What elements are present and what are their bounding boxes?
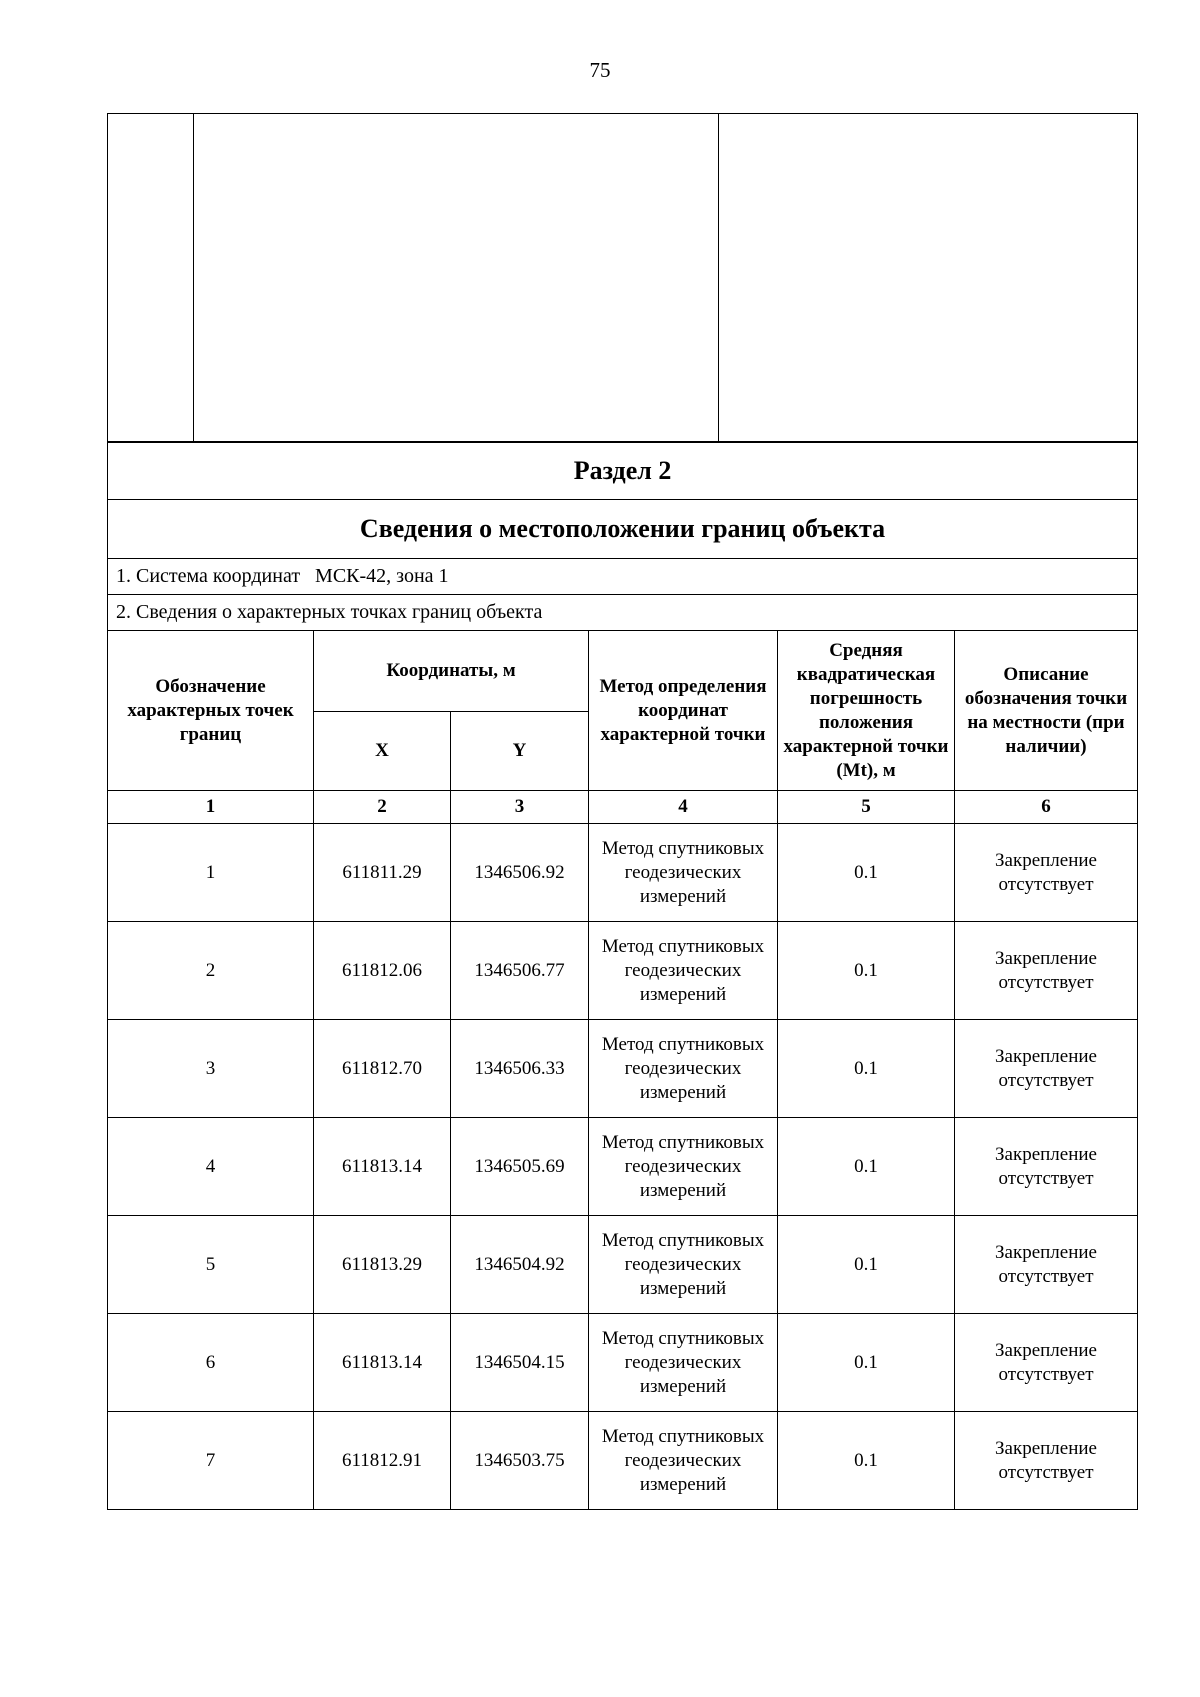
description: Закрепление отсутствует (955, 1216, 1138, 1314)
coord-y: 1346503.75 (451, 1412, 589, 1510)
coord-y: 1346505.69 (451, 1118, 589, 1216)
coord-x: 611813.14 (314, 1118, 451, 1216)
header-y: Y (451, 712, 589, 791)
header-error: Средняя квадратическая погрешность положения характерной точки (Mt), м (778, 631, 955, 791)
coord-y: 1346506.92 (451, 824, 589, 922)
empty-cell (108, 114, 194, 443)
point-id: 4 (108, 1118, 314, 1216)
coord-x: 611812.06 (314, 922, 451, 1020)
coord-y: 1346504.15 (451, 1314, 589, 1412)
description: Закрепление отсутствует (955, 1314, 1138, 1412)
header-description: Описание обозначения точки на местности (при наличии) (955, 631, 1138, 791)
coord-y: 1346504.92 (451, 1216, 589, 1314)
table-row (108, 1020, 1138, 1118)
table-row (108, 922, 1138, 1020)
column-number: 4 (589, 791, 778, 824)
column-numbers-row (108, 791, 1138, 824)
description: Закрепление отсутствует (955, 1020, 1138, 1118)
section-title: Раздел 2 (108, 442, 1138, 500)
table-row (108, 1314, 1138, 1412)
previous-section-table (107, 113, 1138, 443)
method: Метод спутниковых геодезических измерений (589, 1314, 778, 1412)
coord-y: 1346506.77 (451, 922, 589, 1020)
error-value: 0.1 (778, 824, 955, 922)
column-number: 1 (108, 791, 314, 824)
point-id: 5 (108, 1216, 314, 1314)
point-id: 7 (108, 1412, 314, 1510)
table-row (108, 1216, 1138, 1314)
error-value: 0.1 (778, 1020, 955, 1118)
header-coordinates: Координаты, м (314, 631, 589, 712)
error-value: 0.1 (778, 1216, 955, 1314)
coordinate-system: 1. Система координат МСК-42, зона 1 (108, 559, 1138, 595)
coord-y: 1346506.33 (451, 1020, 589, 1118)
point-id: 3 (108, 1020, 314, 1118)
method: Метод спутниковых геодезических измерений (589, 1118, 778, 1216)
table-row (108, 824, 1138, 922)
description: Закрепление отсутствует (955, 1412, 1138, 1510)
error-value: 0.1 (778, 1118, 955, 1216)
empty-cell (194, 114, 719, 443)
column-number: 3 (451, 791, 589, 824)
boundary-points-table (107, 441, 1138, 1510)
method: Метод спутниковых геодезических измерений (589, 1216, 778, 1314)
coord-x: 611812.91 (314, 1412, 451, 1510)
coord-x: 611813.14 (314, 1314, 451, 1412)
column-number: 6 (955, 791, 1138, 824)
method: Метод спутниковых геодезических измерений (589, 1412, 778, 1510)
column-number: 5 (778, 791, 955, 824)
header-method: Метод определения координат характерной точки (589, 631, 778, 791)
table-row (108, 1412, 1138, 1510)
method: Метод спутниковых геодезических измерений (589, 1020, 778, 1118)
error-value: 0.1 (778, 1412, 955, 1510)
coord-x: 611812.70 (314, 1020, 451, 1118)
method: Метод спутниковых геодезических измерений (589, 922, 778, 1020)
coord-x: 611813.29 (314, 1216, 451, 1314)
header-designation: Обозначение характерных точек границ (108, 631, 314, 791)
coord-x: 611811.29 (314, 824, 451, 922)
previous-section-row (108, 114, 1138, 443)
point-id: 1 (108, 824, 314, 922)
point-id: 2 (108, 922, 314, 1020)
table-row (108, 1118, 1138, 1216)
header-x: X (314, 712, 451, 791)
column-number: 2 (314, 791, 451, 824)
error-value: 0.1 (778, 1314, 955, 1412)
section-subtitle: Сведения о местоположении границ объекта (108, 500, 1138, 559)
description: Закрепление отсутствует (955, 1118, 1138, 1216)
error-value: 0.1 (778, 922, 955, 1020)
page-number: 75 (589, 58, 611, 82)
point-id: 6 (108, 1314, 314, 1412)
points-heading: 2. Сведения о характерных точках границ объекта (108, 595, 1138, 631)
description: Закрепление отсутствует (955, 922, 1138, 1020)
empty-cell (719, 114, 1138, 443)
method: Метод спутниковых геодезических измерений (589, 824, 778, 922)
description: Закрепление отсутствует (955, 824, 1138, 922)
